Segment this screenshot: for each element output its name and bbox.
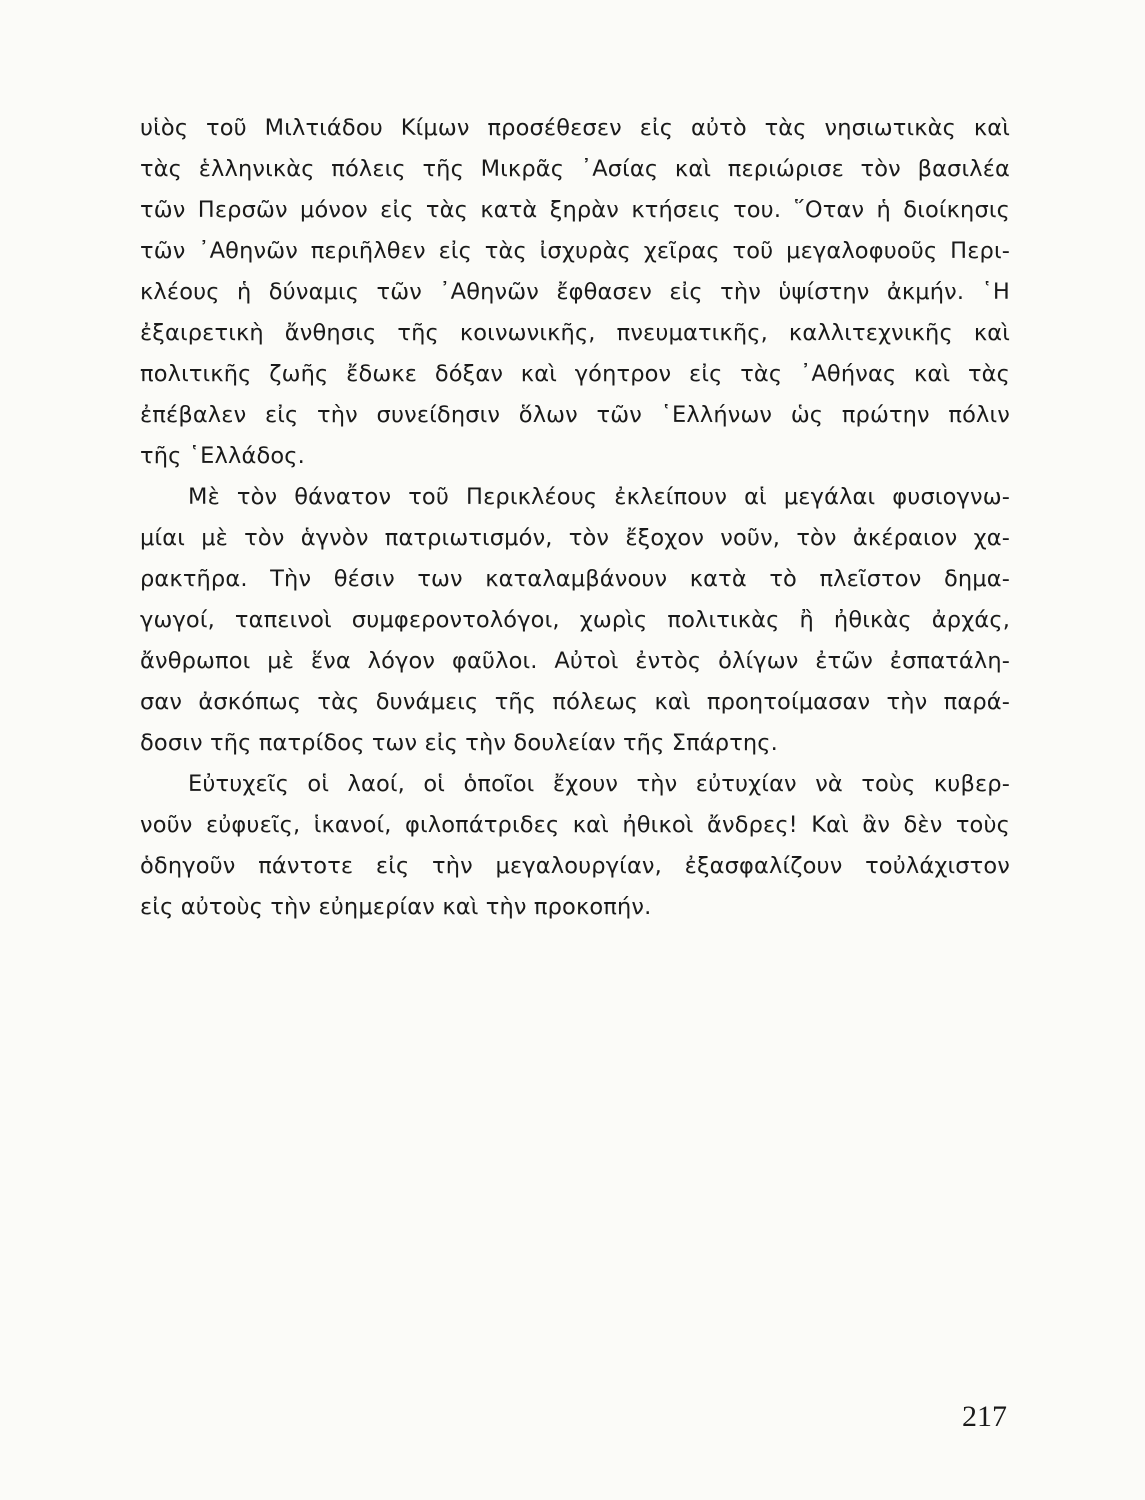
text-line: ἐπέβαλεν εἰς τὴν συνείδησιν ὅλων τῶν ῾Ελλήνων ὡς πρώτην πόλιν xyxy=(140,402,1010,428)
paragraph-3 xyxy=(140,764,1010,928)
text-line: τῆς ῾Ελλάδος. xyxy=(140,443,305,469)
text-line: τῶν ᾿Αθηνῶν περιῆλθεν εἰς τὰς ἰσχυρὰς χεῖρας τοῦ μεγαλοφυοῦς Περι- xyxy=(140,238,1010,264)
body-text xyxy=(140,108,1010,928)
paragraph-2 xyxy=(140,477,1010,764)
text-line: νοῦν εὐφυεῖς, ἱκανοί, φιλοπάτριδες καὶ ἠθικοὶ ἄνδρες! Καὶ ἂν δὲν τοὺς xyxy=(140,812,1010,838)
text-line: πολιτικῆς ζωῆς ἔδωκε δόξαν καὶ γόητρον εἰς τὰς ᾿Αθήνας καὶ τὰς xyxy=(140,361,1010,387)
text-line: τῶν Περσῶν μόνον εἰς τὰς κατὰ ξηρὰν κτήσεις του. ῞Οταν ἡ διοίκησις xyxy=(140,197,1010,223)
text-line: Εὐτυχεῖς οἱ λαοί, οἱ ὁποῖοι ἔχουν τὴν εὐτυχίαν νὰ τοὺς κυβερ- xyxy=(188,771,1010,797)
text-line: ρακτῆρα. Τὴν θέσιν των καταλαμβάνουν κατὰ τὸ πλεῖστον δημα- xyxy=(140,566,1010,592)
text-line: ὁδηγοῦν πάντοτε εἰς τὴν μεγαλουργίαν, ἐξασφαλίζουν τοὐλάχιστον xyxy=(140,853,1010,879)
text-line: ἐξαιρετικὴ ἄνθησις τῆς κοινωνικῆς, πνευματικῆς, καλλιτεχνικῆς καὶ xyxy=(140,320,1010,346)
text-line: κλέους ἡ δύναμις τῶν ᾿Αθηνῶν ἔφθασεν εἰς τὴν ὑψίστην ἀκμήν. ῾Η xyxy=(140,279,1010,305)
page-number: 217 xyxy=(962,1400,1007,1433)
text-line: Μὲ τὸν θάνατον τοῦ Περικλέους ἐκλείπουν αἱ μεγάλαι φυσιογνω- xyxy=(188,484,1010,510)
text-line: μίαι μὲ τὸν ἁγνὸν πατριωτισμόν, τὸν ἔξοχον νοῦν, τὸν ἀκέραιον χα- xyxy=(140,525,1010,551)
text-line: σαν ἀσκόπως τὰς δυνάμεις τῆς πόλεως καὶ προητοίμασαν τὴν παρά- xyxy=(140,689,1010,715)
text-line: δοσιν τῆς πατρίδος των εἰς τὴν δουλείαν τῆς Σπάρτης. xyxy=(140,730,778,756)
paragraph-1 xyxy=(140,108,1010,477)
text-line: τὰς ἑλληνικὰς πόλεις τῆς Μικρᾶς ᾿Ασίας καὶ περιώρισε τὸν βασιλέα xyxy=(140,156,1010,182)
text-line: ἄνθρωποι μὲ ἕνα λόγον φαῦλοι. Αὐτοὶ ἐντὸς ὀλίγων ἐτῶν ἐσπατάλη- xyxy=(140,648,1010,674)
text-line: εἰς αὐτοὺς τὴν εὐημερίαν καὶ τὴν προκοπήν. xyxy=(140,894,652,920)
text-line: γωγοί, ταπεινοὶ συμφεροντολόγοι, χωρὶς πολιτικὰς ἢ ἠθικὰς ἀρχάς, xyxy=(140,607,1010,633)
text-line: υἱὸς τοῦ Μιλτιάδου Κίμων προσέθεσεν εἰς αὐτὸ τὰς νησιωτικὰς καὶ xyxy=(140,115,1010,141)
